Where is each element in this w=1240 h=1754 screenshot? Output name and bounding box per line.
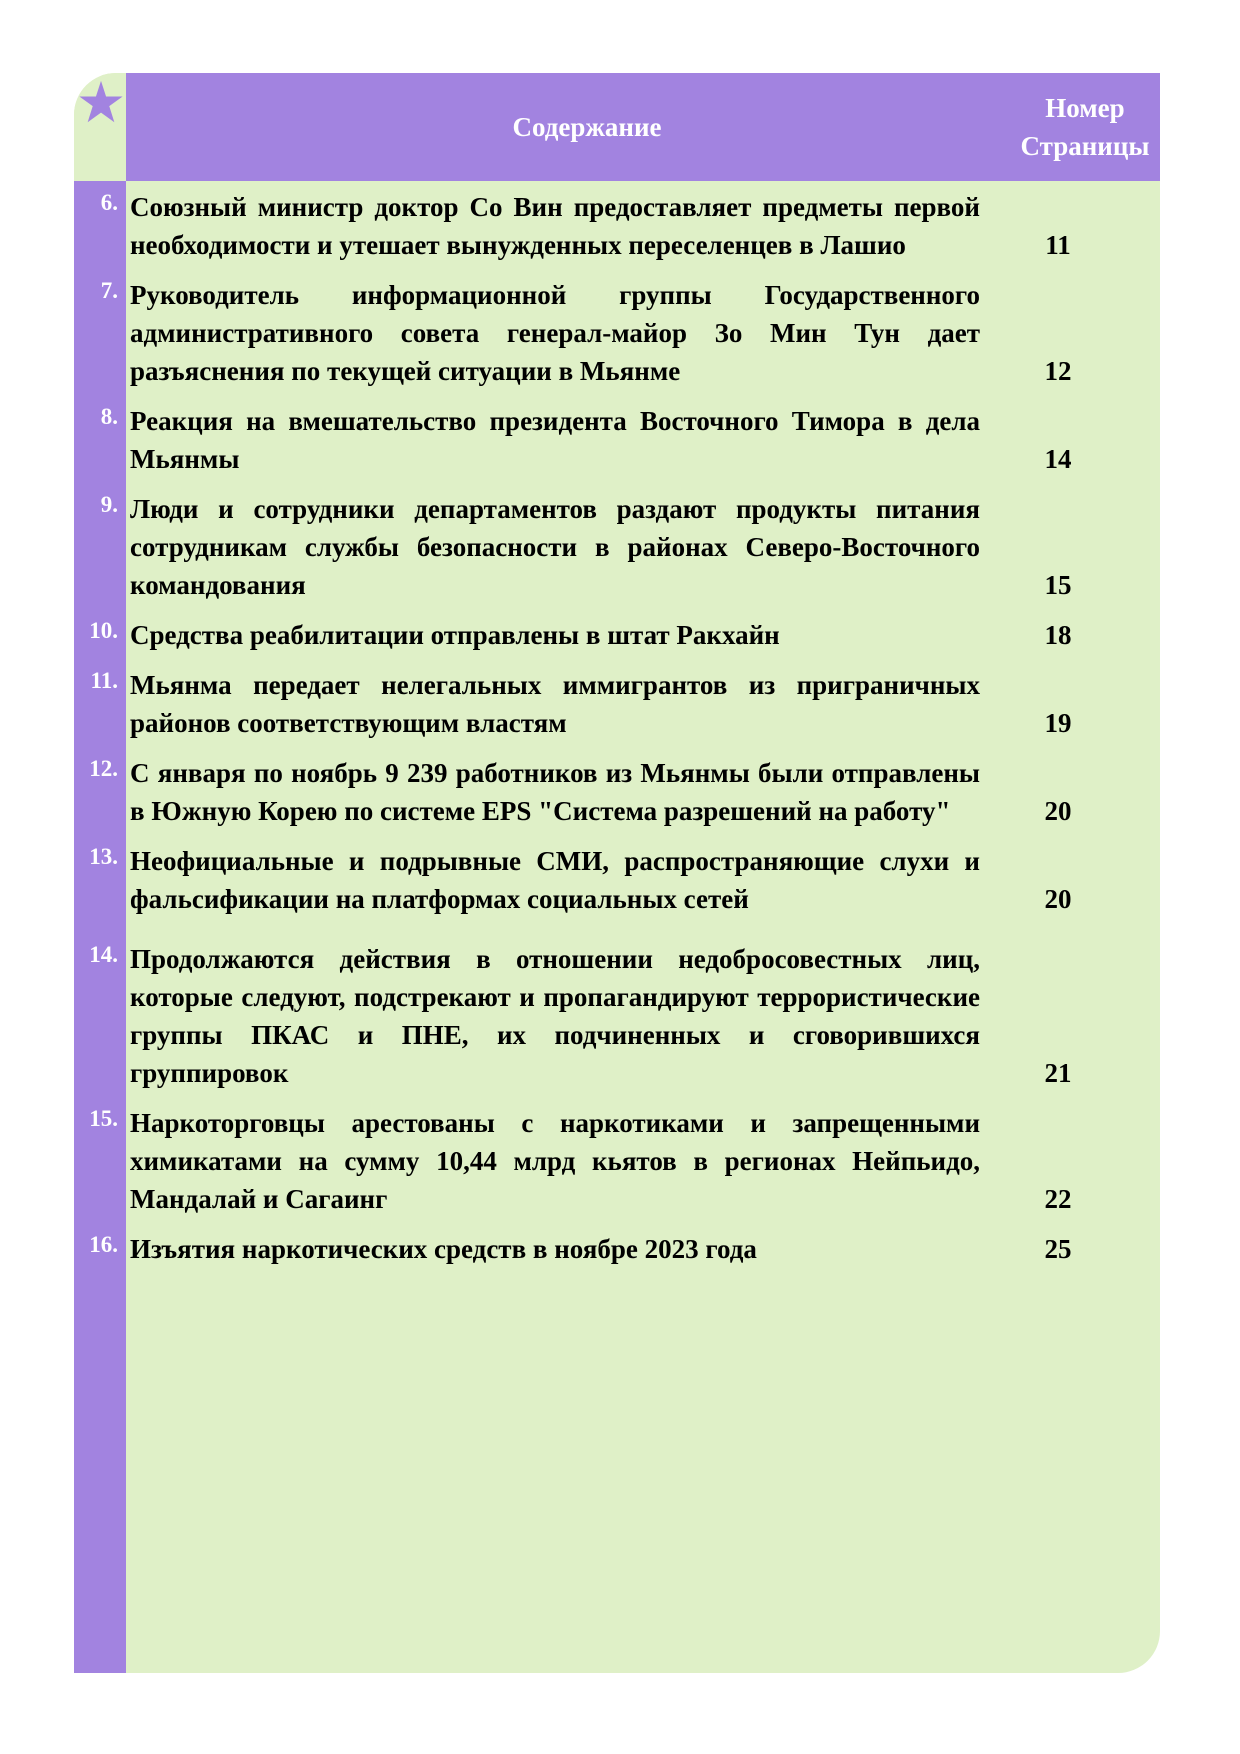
contents-title: Содержание xyxy=(512,111,662,142)
list-item[interactable] xyxy=(74,940,1160,1092)
entry-title: С января по ноябрь 9 239 работников из Мьянмы были отправлены в Южную Корею по системе EPS "Система разрешений на работу" xyxy=(130,758,980,826)
entry-number: 12. xyxy=(89,756,118,781)
entry-title: Руководитель информационной группы Государственного административного совета генерал-майор Зо Мин Тун дает разъяснения по текущей ситуации в Мьянме xyxy=(130,280,980,386)
list-item[interactable] xyxy=(74,188,1160,264)
entry-page: 22 xyxy=(1044,1184,1072,1214)
star-icon xyxy=(78,79,124,125)
entry-number: 13. xyxy=(89,844,118,869)
entry-title: Люди и сотрудники департаментов раздают продукты питания сотрудникам службы безопасности в районах Северо-Восточного командования xyxy=(130,494,980,600)
entry-page: 21 xyxy=(1044,1058,1072,1088)
entry-page: 19 xyxy=(1044,708,1072,738)
entry-title: Реакция на вмешательство президента Восточного Тимора в дела Мьянмы xyxy=(130,406,980,474)
entry-number: 11. xyxy=(90,668,118,693)
entry-page: 20 xyxy=(1044,884,1072,914)
entry-title: Неофициальные и подрывные СМИ, распространяющие слухи и фальсификации на платформах социальных сетей xyxy=(130,846,980,914)
entry-number: 10. xyxy=(89,618,118,643)
entry-page: 11 xyxy=(1045,230,1071,260)
entry-number: 6. xyxy=(100,190,118,215)
entry-page: 14 xyxy=(1044,444,1072,474)
entry-page: 15 xyxy=(1044,570,1072,600)
entry-number: 16. xyxy=(89,1232,118,1257)
list-item[interactable] xyxy=(74,1104,1160,1218)
list-item[interactable] xyxy=(74,1230,1160,1268)
list-item[interactable] xyxy=(74,616,1160,654)
entry-title: Наркоторговцы арестованы с наркотиками и запрещенными химикатами на сумму 10,44 млрд кьятов в регионах Нейпьидо, Мандалай и Сагаинг xyxy=(130,1108,980,1214)
entry-number: 14. xyxy=(89,942,118,967)
page-number-header xyxy=(1010,73,1160,181)
entry-title: Продолжаются действия в отношении недобросовестных лиц, которые следуют, подстрекают и пропагандируют террористические группы ПКАС и ПНЕ, их подчиненных и сговорившихся группировок xyxy=(130,944,980,1088)
entry-number: 7. xyxy=(100,278,118,303)
entry-title: Мьянма передает нелегальных иммигрантов из приграничных районов соответствующим властям xyxy=(130,670,980,738)
contents-list xyxy=(74,188,1160,1268)
list-item[interactable] xyxy=(74,842,1160,918)
entry-number: 9. xyxy=(100,492,118,517)
entry-title: Изъятия наркотических средств в ноябре 2023 года xyxy=(130,1234,757,1264)
entry-number: 15. xyxy=(89,1106,118,1131)
entry-title: Союзный министр доктор Со Вин предоставляет предметы первой необходимости и утешает вынужденных переселенцев в Лашио xyxy=(130,192,980,260)
entry-page: 18 xyxy=(1044,620,1072,650)
entry-number: 8. xyxy=(100,404,118,429)
list-item[interactable] xyxy=(74,666,1160,742)
list-item[interactable] xyxy=(74,402,1160,478)
entry-page: 20 xyxy=(1044,796,1072,826)
entry-page: 12 xyxy=(1044,356,1072,386)
entry-page: 25 xyxy=(1044,1234,1072,1264)
corner-block xyxy=(74,73,126,181)
list-item[interactable] xyxy=(74,490,1160,604)
entry-title: Средства реабилитации отправлены в штат Ракхайн xyxy=(130,620,780,650)
page-number-header-line2: Страницы xyxy=(1020,131,1150,161)
page-number-header-line1: Номер xyxy=(1045,93,1125,123)
list-item[interactable] xyxy=(74,276,1160,390)
list-item[interactable] xyxy=(74,754,1160,830)
